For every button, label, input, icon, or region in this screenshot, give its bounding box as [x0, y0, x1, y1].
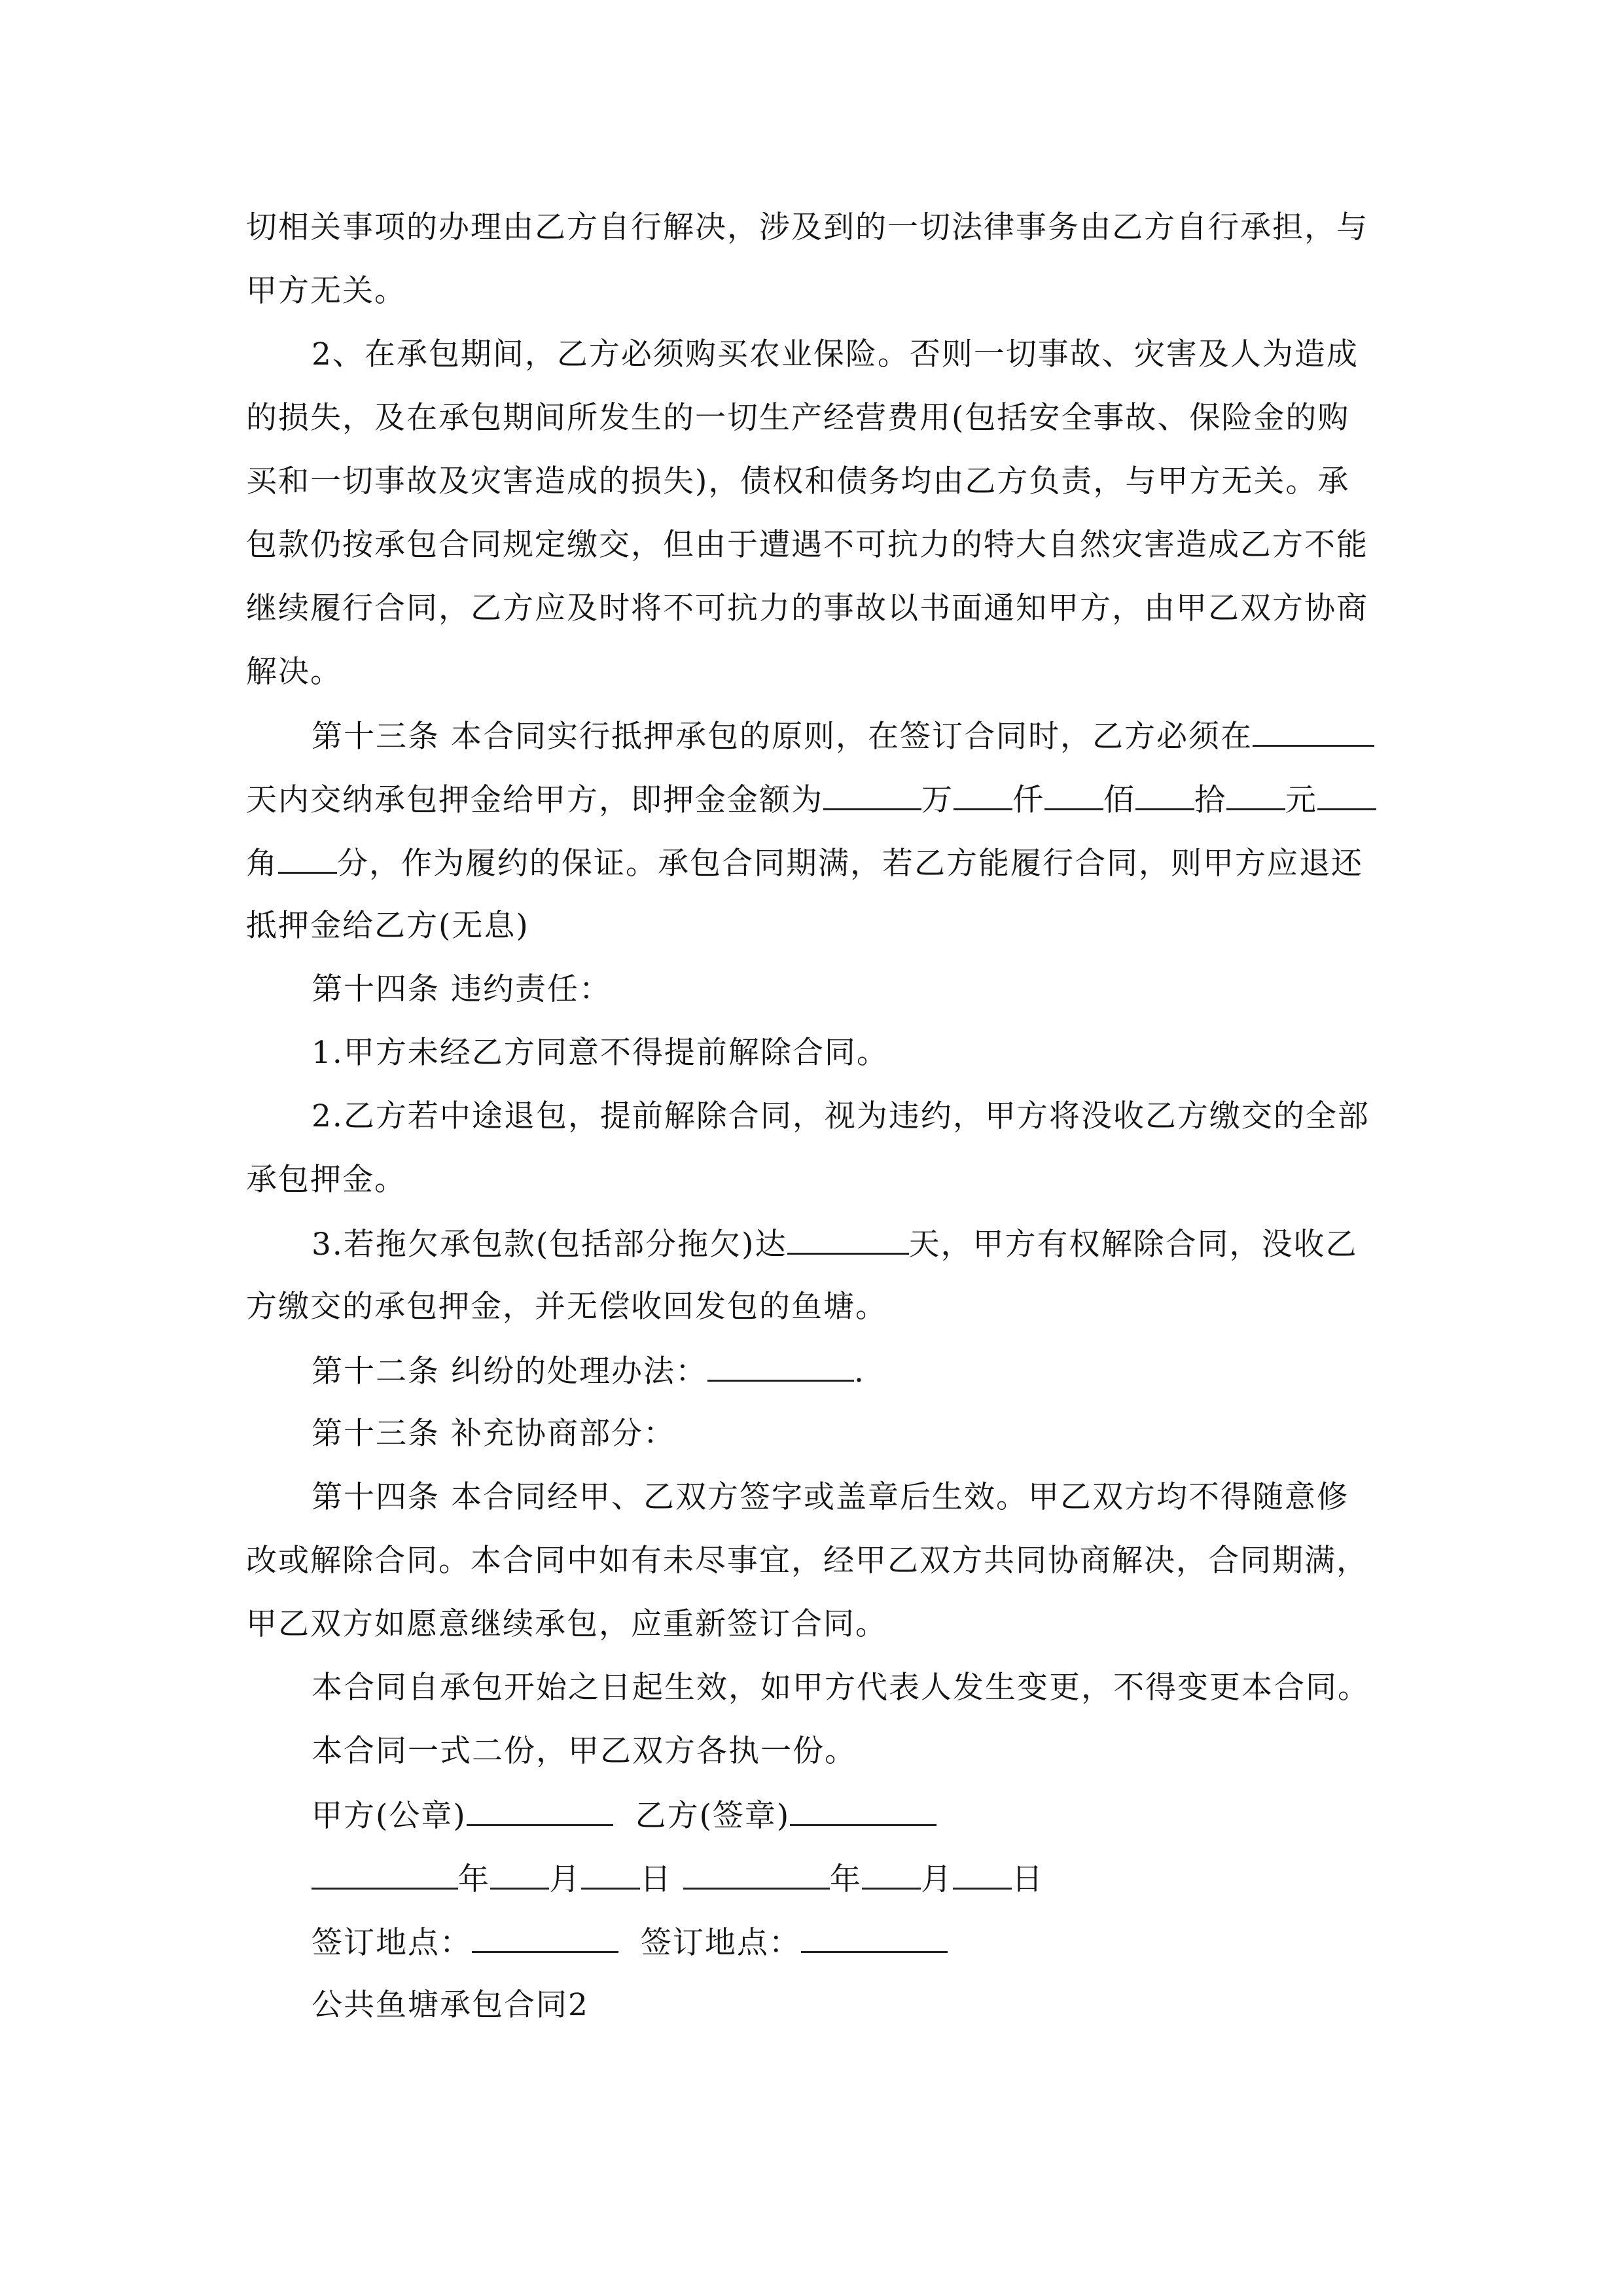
liability-item-3 — [312, 1224, 1358, 1263]
party-b-label: 乙方(签章) — [635, 1798, 791, 1834]
text-line: 甲乙双方如愿意继续承包，应重新签订合同。 — [246, 1606, 887, 1642]
liability-item-2: 2.乙方若中途退包，提前解除合同，视为违约，甲方将没收乙方缴交的全部 — [312, 1098, 1370, 1134]
year-label: 年 — [829, 1861, 862, 1897]
effective-line: 本合同自承包开始之日起生效，如甲方代表人发生变更，不得变更本合同。 — [312, 1670, 1370, 1706]
text-line: 抵押金给乙方(无息) — [246, 908, 529, 944]
blank — [278, 843, 337, 874]
party-a-blank — [467, 1795, 613, 1826]
place-line — [312, 1922, 948, 1962]
days-blank — [1253, 716, 1374, 747]
unit-qian: 仟 — [1012, 782, 1044, 818]
place-label-b: 签订地点： — [640, 1925, 801, 1961]
deposit-amount-line — [246, 780, 1376, 819]
item-3-tail: 天，甲方有权解除合同，没收乙 — [908, 1227, 1358, 1263]
unit-jiao: 角 — [246, 846, 278, 882]
day-label: 日 — [640, 1861, 672, 1897]
place-b-blank — [801, 1922, 948, 1953]
party-a-label: 甲方(公章) — [312, 1798, 467, 1834]
text-line: 切相关事项的办理由乙方自行解决，涉及到的一切法律事务由乙方自行承担，与 — [246, 209, 1368, 245]
year-label: 年 — [458, 1861, 490, 1897]
day-label: 日 — [1011, 1861, 1044, 1897]
copies-line: 本合同一式二份，甲乙双方各执一份。 — [312, 1733, 857, 1769]
place-label-a: 签订地点： — [312, 1925, 472, 1961]
blank — [1317, 780, 1376, 810]
text-line — [246, 843, 1363, 882]
date-line — [312, 1859, 1044, 1898]
blank — [823, 780, 921, 810]
blank — [954, 780, 1012, 810]
article-14-heading: 第十四条 违约责任： — [312, 971, 611, 1007]
signature-line — [312, 1795, 936, 1835]
liability-item-1: 1.甲方未经乙方同意不得提前解除合同。 — [312, 1035, 889, 1071]
day-blank — [953, 1859, 1012, 1890]
month-label: 月 — [920, 1861, 953, 1897]
blank — [1044, 780, 1103, 810]
unit-bai: 佰 — [1103, 782, 1135, 818]
place-a-blank — [472, 1922, 618, 1953]
unit-shi: 拾 — [1194, 782, 1226, 818]
year-blank — [312, 1859, 458, 1890]
article-13-text: 第十三条 本合同实行抵押承包的原则，在签订合同时，乙方必须在 — [312, 719, 1253, 755]
year-blank — [683, 1859, 830, 1890]
unit-wan: 万 — [921, 782, 954, 818]
item-3-text: 3.若拖欠承包款(包括部分拖欠)达 — [312, 1227, 787, 1263]
article-14-line: 第十四条 本合同经甲、乙双方签字或盖章后生效。甲乙双方均不得随意修 — [312, 1479, 1349, 1515]
month-label: 月 — [549, 1861, 581, 1897]
unit-yuan: 元 — [1285, 782, 1317, 818]
text-line: 方缴交的承包押金，并无偿收回发包的鱼塘。 — [246, 1289, 887, 1325]
text-line: 包款仍按承包合同规定缴交，但由于遭遇不可抗力的特大自然灾害造成乙方不能 — [246, 527, 1368, 563]
blank — [1135, 780, 1194, 810]
text-line: 承包押金。 — [246, 1162, 406, 1198]
article-13-line — [312, 716, 1374, 755]
party-b-blank — [790, 1795, 936, 1826]
article-13-supplement: 第十三条 补充协商部分： — [312, 1416, 675, 1452]
text-line: 改或解除合同。本合同中如有未尽事宜，经甲乙双方共同协商解决，合同期满， — [246, 1543, 1368, 1579]
blank — [707, 1351, 854, 1382]
deposit-text: 天内交纳承包押金给甲方，即押金金额为 — [246, 782, 823, 818]
day-blank — [581, 1859, 640, 1890]
next-contract-title: 公共鱼塘承包合同2 — [312, 1987, 589, 2023]
blank — [1226, 780, 1285, 810]
text-line: 甲方无关。 — [246, 273, 406, 309]
text-line-tail: 分，作为履约的保证。承包合同期满，若乙方能履行合同，则甲方应退还 — [337, 846, 1363, 882]
dispute-text: 第十二条 纠纷的处理办法： — [312, 1354, 707, 1390]
period: . — [853, 1354, 865, 1390]
month-blank — [490, 1859, 549, 1890]
clause-2-line: 2、在承包期间，乙方必须购买农业保险。否则一切事故、灾害及人为造成 — [312, 336, 1359, 372]
text-line: 继续履行合同，乙方应及时将不可抗力的事故以书面通知甲方，由甲乙双方协商 — [246, 590, 1368, 626]
text-line: 的损失，及在承包期间所发生的一切生产经营费用(包括安全事故、保险金的购 — [246, 400, 1350, 436]
article-12-line — [312, 1351, 865, 1390]
text-line: 买和一切事故及灾害造成的损失)，债权和债务均由乙方负责，与甲方无关。承 — [246, 463, 1350, 499]
text-line: 解决。 — [246, 654, 342, 690]
month-blank — [862, 1859, 921, 1890]
days-blank — [787, 1224, 909, 1255]
